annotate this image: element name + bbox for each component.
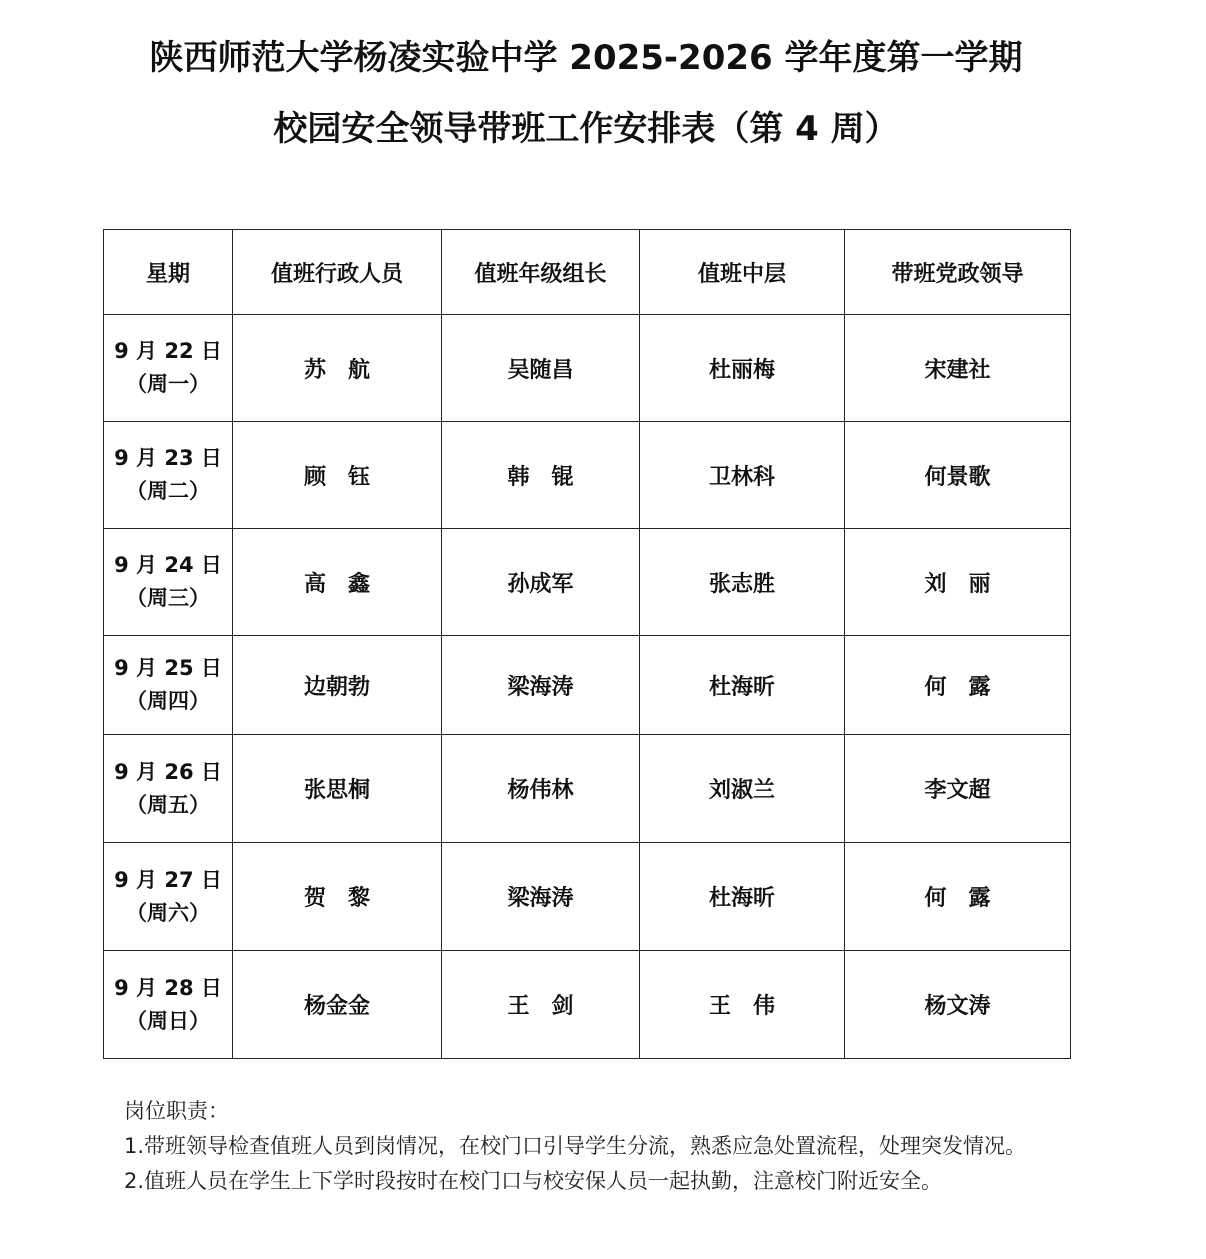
- weekday-label: （周一）: [126, 372, 210, 396]
- date-label: 9 月 27 日: [114, 867, 222, 892]
- table-row: [104, 636, 1071, 735]
- date-label: 9 月 23 日: [114, 446, 222, 470]
- weekday-label: （周二）: [126, 479, 210, 503]
- document-title-line2: 校园安全领导带班工作安排表（第 4 周）: [273, 109, 899, 149]
- middle-manager-cell: 张志胜: [640, 529, 845, 636]
- duty-schedule-table: [103, 229, 1071, 1059]
- day-cell: [104, 422, 233, 529]
- middle-manager-cell: 王 伟: [640, 951, 845, 1059]
- date-label: 9 月 24 日: [114, 553, 222, 577]
- grade-leader-cell: 吴随昌: [442, 315, 640, 422]
- admin-staff-cell: 贺 黎: [233, 843, 442, 951]
- party-leader-cell: 何 露: [845, 636, 1071, 735]
- table-row: [104, 529, 1071, 636]
- column-header-grade-leader: 值班年级组长: [442, 230, 640, 315]
- party-leader-cell: 宋建社: [845, 315, 1071, 422]
- admin-staff-cell: 杨金金: [233, 951, 442, 1059]
- middle-manager-cell: 杜丽梅: [640, 315, 845, 422]
- column-header-party-leader: 带班党政领导: [845, 230, 1071, 315]
- grade-leader-cell: 韩 锟: [442, 422, 640, 529]
- day-cell: [104, 843, 233, 951]
- column-header-admin-staff: 值班行政人员: [233, 230, 442, 315]
- admin-staff-cell: 边朝勃: [233, 636, 442, 735]
- table-row: [104, 315, 1071, 422]
- day-cell: [104, 315, 233, 422]
- table-row: [104, 422, 1071, 529]
- admin-staff-cell: 高 鑫: [233, 529, 442, 636]
- weekday-label: （周四）: [126, 689, 210, 713]
- table-row: [104, 735, 1071, 843]
- date-label: 9 月 22 日: [114, 339, 222, 363]
- table-row: [104, 951, 1071, 1059]
- admin-staff-cell: 张思桐: [233, 735, 442, 843]
- party-leader-cell: 刘 丽: [845, 529, 1071, 636]
- grade-leader-cell: 孙成军: [442, 529, 640, 636]
- party-leader-cell: 何 露: [845, 843, 1071, 951]
- grade-leader-cell: 杨伟林: [442, 735, 640, 843]
- day-cell: [104, 951, 233, 1059]
- duty-notes: [124, 1094, 1064, 1199]
- day-cell: [104, 735, 233, 843]
- document-title-line1: 陕西师范大学杨凌实验中学 2025-2026 学年度第一学期: [149, 38, 1023, 78]
- grade-leader-cell: 梁海涛: [442, 843, 640, 951]
- notes-item-2: 2.值班人员在学生上下学时段按时在校门口与校安保人员一起执勤，注意校门附近安全。: [124, 1169, 943, 1193]
- middle-manager-cell: 杜海昕: [640, 636, 845, 735]
- date-label: 9 月 28 日: [114, 975, 222, 1000]
- party-leader-cell: 李文超: [845, 735, 1071, 843]
- table-header-row: [104, 230, 1071, 315]
- admin-staff-cell: 苏 航: [233, 315, 442, 422]
- party-leader-cell: 何景歌: [845, 422, 1071, 529]
- grade-leader-cell: 王 剑: [442, 951, 640, 1059]
- party-leader-cell: 杨文涛: [845, 951, 1071, 1059]
- weekday-label: （周日）: [126, 1008, 210, 1033]
- table-row: [104, 843, 1071, 951]
- weekday-label: （周五）: [126, 792, 210, 817]
- middle-manager-cell: 卫林科: [640, 422, 845, 529]
- day-cell: [104, 636, 233, 735]
- column-header-weekday: 星期: [104, 230, 233, 315]
- column-header-middle-manager: 值班中层: [640, 230, 845, 315]
- middle-manager-cell: 杜海昕: [640, 843, 845, 951]
- day-cell: [104, 529, 233, 636]
- notes-heading: 岗位职责：: [124, 1099, 229, 1123]
- middle-manager-cell: 刘淑兰: [640, 735, 845, 843]
- date-label: 9 月 26 日: [114, 759, 222, 784]
- notes-item-1: 1.带班领导检查值班人员到岗情况，在校门口引导学生分流，熟悉应急处置流程，处理突发情况。: [124, 1134, 1027, 1158]
- grade-leader-cell: 梁海涛: [442, 636, 640, 735]
- weekday-label: （周三）: [126, 586, 210, 610]
- weekday-label: （周六）: [126, 900, 210, 925]
- date-label: 9 月 25 日: [114, 656, 222, 680]
- admin-staff-cell: 顾 钰: [233, 422, 442, 529]
